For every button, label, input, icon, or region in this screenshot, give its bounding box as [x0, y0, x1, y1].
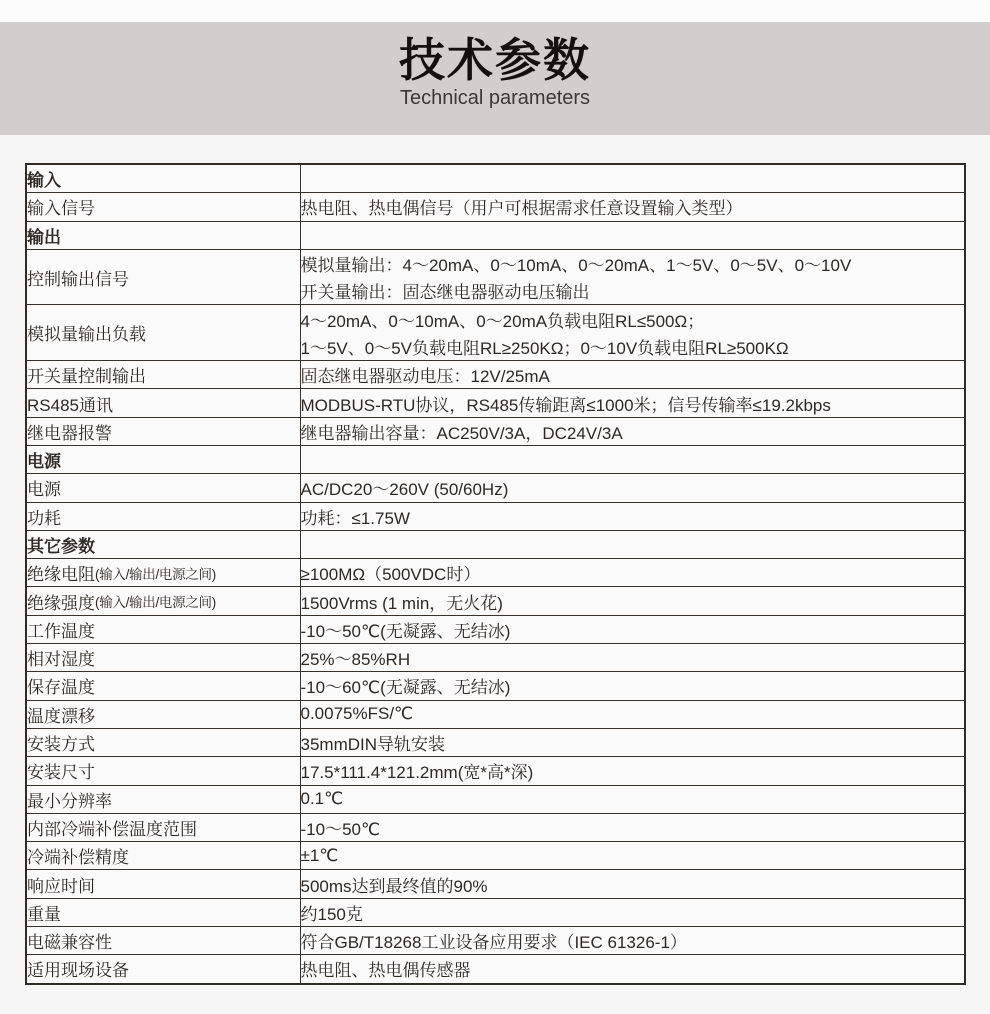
table-row — [26, 842, 965, 870]
param-value — [300, 502, 965, 530]
param-value-line: 0.0075%FS/℃ — [300, 704, 414, 724]
param-label — [26, 785, 300, 813]
table-row — [26, 644, 965, 672]
param-value — [300, 870, 965, 898]
param-label — [26, 813, 300, 841]
param-label — [26, 615, 300, 643]
param-label-text: 冷端补偿精度 — [27, 848, 129, 868]
param-value-line: ±1℃ — [300, 845, 339, 865]
table-row — [26, 615, 965, 643]
param-label — [26, 193, 300, 221]
param-value — [300, 813, 965, 841]
page-header — [0, 22, 990, 135]
param-label-text: 重量 — [27, 904, 61, 924]
table-row — [26, 587, 965, 615]
param-value-line: 17.5*111.4*121.2mm(宽*高*深) — [300, 763, 534, 783]
section-row — [26, 221, 965, 249]
param-value — [300, 672, 965, 700]
param-label-text: 输出 — [27, 227, 61, 247]
param-label — [26, 445, 300, 473]
param-label — [26, 728, 300, 756]
param-label — [26, 757, 300, 785]
param-label — [26, 644, 300, 672]
param-value — [300, 389, 965, 417]
param-value — [300, 644, 965, 672]
param-label — [26, 955, 300, 984]
param-value — [300, 474, 965, 502]
param-value — [300, 785, 965, 813]
table-row — [26, 898, 965, 926]
param-label — [26, 249, 300, 305]
table-row — [26, 700, 965, 728]
param-value — [300, 193, 965, 221]
param-value-line: 1～5V、0～5V负载电阻RL≥250KΩ；0～10V负载电阻RL≥500KΩ — [300, 338, 789, 358]
param-label-text: 绝缘电阻 — [27, 565, 95, 585]
param-label-text: 输入信号 — [27, 199, 95, 219]
table-row — [26, 728, 965, 756]
param-label-text: 安装方式 — [27, 735, 95, 755]
param-label-text: 继电器报警 — [27, 423, 112, 443]
param-label-text: 温度漂移 — [27, 706, 95, 726]
table-row — [26, 672, 965, 700]
param-value — [300, 305, 965, 361]
param-label — [26, 927, 300, 955]
param-value — [300, 757, 965, 785]
spec-table-body — [26, 164, 965, 984]
section-row — [26, 530, 965, 558]
param-value-line: 模拟量输出：4～20mA、0～10mA、0～20mA、1～5V、0～5V、0～10V — [300, 256, 852, 276]
param-value-line: -10～50℃(无凝露、无结冰) — [300, 621, 511, 641]
param-label — [26, 898, 300, 926]
table-row — [26, 249, 965, 305]
param-label — [26, 700, 300, 728]
param-value-line: 开关量输出：固态继电器驱动电压输出 — [300, 283, 590, 303]
param-label-text: 响应时间 — [27, 876, 95, 896]
param-value-line: ≥100MΩ（500VDC时） — [300, 565, 481, 585]
table-row — [26, 389, 965, 417]
param-label-text: 保存温度 — [27, 678, 95, 698]
param-label — [26, 417, 300, 445]
param-label — [26, 305, 300, 361]
param-value-line: 符合GB/T18268工业设备应用要求（IEC 61326-1） — [300, 933, 687, 953]
param-label-text: 适用现场设备 — [27, 961, 129, 981]
param-label-text: 内部冷端补偿温度范围 — [27, 819, 197, 839]
param-label — [26, 164, 300, 193]
param-value-line: 1500Vrms (1 min，无火花) — [300, 593, 503, 613]
param-label-note: (输入/输出/电源之间) — [95, 595, 216, 611]
param-label-text: 输入 — [27, 171, 61, 191]
section-row — [26, 445, 965, 473]
table-row — [26, 193, 965, 221]
param-label-text: 最小分辨率 — [27, 791, 112, 811]
param-value — [300, 927, 965, 955]
param-label — [26, 870, 300, 898]
table-row — [26, 813, 965, 841]
table-row — [26, 361, 965, 389]
param-value-line: 35mmDIN导轨安装 — [300, 735, 446, 755]
param-value-line: 25%～85%RH — [300, 650, 411, 670]
param-label-text: 电源 — [27, 480, 61, 500]
param-value — [300, 898, 965, 926]
param-label-text: 模拟量输出负载 — [27, 325, 146, 345]
param-label — [26, 587, 300, 615]
spec-table — [25, 163, 966, 985]
param-label-text: 电磁兼容性 — [27, 933, 112, 953]
page-title: 技术参数 — [399, 34, 591, 86]
param-value — [300, 445, 965, 473]
param-value — [300, 361, 965, 389]
param-value — [300, 530, 965, 558]
param-value-line: -10～50℃ — [300, 819, 381, 839]
param-value — [300, 587, 965, 615]
table-row — [26, 757, 965, 785]
param-label-text: 相对湿度 — [27, 650, 95, 670]
param-value-line: 继电器输出容量：AC250V/3A，DC24V/3A — [300, 423, 623, 443]
param-label-text: 控制输出信号 — [27, 269, 129, 289]
param-value-line: 0.1℃ — [300, 789, 344, 809]
param-value — [300, 700, 965, 728]
param-value — [300, 955, 965, 984]
param-value-line: 500ms达到最终值的90% — [300, 876, 488, 896]
table-row — [26, 927, 965, 955]
param-label-text: 工作温度 — [27, 621, 95, 641]
param-value — [300, 728, 965, 756]
table-row — [26, 502, 965, 530]
section-row — [26, 164, 965, 193]
param-label-text: 功耗 — [27, 508, 61, 528]
param-value-line: -10～60℃(无凝露、无结冰) — [300, 678, 511, 698]
param-value — [300, 417, 965, 445]
table-row — [26, 870, 965, 898]
param-label-text: 电源 — [27, 452, 61, 472]
table-row — [26, 305, 965, 361]
param-label — [26, 389, 300, 417]
top-strip — [0, 0, 990, 22]
param-label-text: 绝缘强度 — [27, 593, 95, 613]
param-value — [300, 164, 965, 193]
param-label — [26, 559, 300, 587]
param-value-line: 热电阻、热电偶信号（用户可根据需求任意设置输入类型） — [300, 199, 743, 219]
param-label-text: 开关量控制输出 — [27, 367, 146, 387]
param-label — [26, 842, 300, 870]
param-label-text: RS485通讯 — [27, 395, 113, 415]
param-value-line: 功耗：≤1.75W — [300, 508, 410, 528]
param-value-line: 约150克 — [300, 904, 363, 924]
param-value — [300, 249, 965, 305]
param-value — [300, 842, 965, 870]
param-label-text: 其它参数 — [27, 537, 95, 556]
table-row — [26, 785, 965, 813]
table-row — [26, 559, 965, 587]
param-label-text: 安装尺寸 — [27, 763, 95, 783]
param-label — [26, 474, 300, 502]
param-value-line: 热电阻、热电偶传感器 — [300, 961, 471, 981]
param-value — [300, 221, 965, 249]
param-label — [26, 672, 300, 700]
page-subtitle: Technical parameters — [399, 86, 591, 109]
param-value-line: 4～20mA、0～10mA、0～20mA负载电阻RL≤500Ω； — [300, 311, 705, 331]
param-value-line: MODBUS-RTU协议，RS485传输距离≤1000米；信号传输率≤19.2kbps — [300, 395, 831, 415]
param-label — [26, 530, 300, 558]
param-value-line: AC/DC20～260V (50/60Hz) — [300, 480, 509, 500]
param-value — [300, 615, 965, 643]
param-label — [26, 361, 300, 389]
param-label — [26, 502, 300, 530]
param-label-note: (输入/输出/电源之间) — [95, 566, 216, 582]
param-label — [26, 221, 300, 249]
param-value — [300, 559, 965, 587]
table-row — [26, 474, 965, 502]
spec-table-area — [0, 135, 990, 1014]
table-row — [26, 955, 965, 984]
table-row — [26, 417, 965, 445]
param-value-line: 固态继电器驱动电压：12V/25mA — [300, 367, 550, 387]
